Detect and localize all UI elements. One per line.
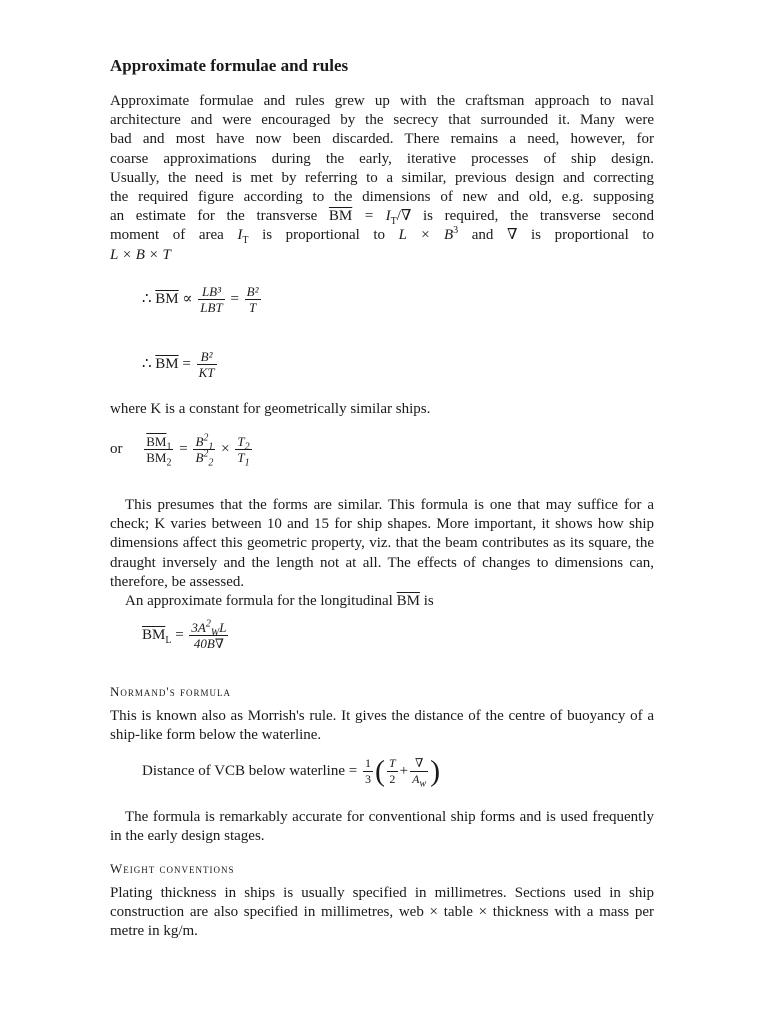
numerator: T [388,756,396,770]
text-line: the required figure according to the dimensions of new and old, e.g. supposing [110,188,654,205]
numerator [144,434,173,453]
fraction [144,434,173,469]
math-symbol: I [237,227,243,244]
math-symbol: 3A [191,620,206,635]
fraction [363,756,373,787]
fraction [245,284,261,315]
text-fragment: an estimate for the transverse [110,208,329,225]
fraction [387,756,398,787]
subscript: 2 [208,457,214,469]
equation-vcb [142,754,441,790]
text-line: L × B × T [110,246,171,263]
subscript: w [419,778,427,790]
bm-symbol: $\overline{BM}$ [146,434,167,449]
text-fragment: = I [352,208,391,225]
denominator [410,771,428,790]
numerator [189,618,228,639]
subscript: 2 [166,457,172,469]
equals-symbol: = [230,290,239,307]
denominator [235,449,251,469]
section-heading: Approximate formulae and rules [110,56,349,75]
superscript: 3 [453,225,459,237]
therefore-symbol: ∴ [142,355,152,372]
text-line: coarse approximations during the early, iterative processes of ship design. [110,150,654,167]
equation-label: Distance of VCB below waterline [142,762,346,779]
text-fragment: is [419,593,434,609]
paragraph-plating: Plating thickness in ships is usually specified in millimetres. Sections used in ship construction are also specified in millimetres, web × table × thickness with a mass per metre in kg/m. [110,885,654,940]
equals-symbol: = [348,762,358,779]
paragraph-longitudinal [110,592,654,611]
bm-symbol: $\overline{BM}$ [328,208,353,225]
proportional-symbol: ∝ [182,290,193,307]
left-paren: ( [374,754,385,788]
fraction [193,432,215,469]
denominator: 3 [364,772,371,786]
denominator: 40B∇ [189,635,228,651]
bm-symbol: $\overline{BM}$ [155,355,179,372]
subscript: 2 [244,441,250,453]
text-fragment: moment of area [110,227,238,244]
intro-paragraph [110,92,654,265]
text-line: architecture and were encouraged by the secrecy that surrounded it. Many were [110,112,654,129]
fraction [235,434,251,469]
subscript: 1 [244,457,250,469]
section-heading-normand: Normand's formula [110,684,231,699]
numerator: $B^2_1$ [195,432,214,453]
subscript: L [165,634,172,646]
section-heading-weight: Weight conventions [110,861,235,876]
equals-symbol: = [175,626,184,643]
numerator [235,434,251,453]
numerator: B² [246,284,259,299]
subscript: W [210,627,220,639]
bm-symbol: $\overline{BM}$ [146,450,167,465]
right-paren: ) [430,754,441,788]
equation-bml [142,620,230,651]
denominator [144,449,173,469]
where-line: where K is a constant for geometrically similar ships. [110,401,431,417]
text-fragment: An approximate formula for the longitudinal [125,593,397,609]
subscript: 1 [208,441,214,453]
denominator: $B^2_2$ [195,448,214,469]
paragraph-accurate: The formula is remarkably accurate for conventional ship forms and is used frequently in the early design stages. [110,809,654,845]
bm-symbol: $\overline{BM}$ [155,290,179,307]
fraction [189,620,228,651]
paragraph-forms-similar: This presumes that the forms are similar. This formula is one that may suffice for a check; K varies between 10 and 15 for ship shapes. More important, it shows how ship dimensions affect this geometric property, viz. that the beam contributes as its square, the draught inversely and the length not at all. The effects of changes to dimensions can, therefore, be assessed. [110,497,654,590]
therefore-symbol: ∴ [142,290,152,307]
math-symbol: L [219,620,227,635]
fraction [410,756,428,790]
text-fragment: /∇ is required, the transverse second [396,208,654,225]
subscript: T [390,216,397,228]
math-symbol: B [195,434,204,449]
superscript: 2 [205,618,211,630]
fraction [197,349,217,380]
denominator: T [245,299,261,315]
text-line [110,207,654,226]
equation-bm-ratio [110,432,254,469]
subscript: T [242,235,249,247]
equation-bm-proportional [142,284,263,315]
times-symbol: × [221,440,230,457]
numerator: 1 [364,756,371,770]
text-fragment: and ∇ is proportional to [458,227,654,244]
text-line [110,226,654,245]
text-line: Usually, the need is met by referring to a similar, previous design and correcting [110,169,654,186]
paragraph-morrish: This is known also as Morrish's rule. It gives the distance of the centre of buoyancy of a ship-like form below the waterline. [110,708,654,744]
equation-bm-constant [142,349,219,380]
numerator: LB³ [201,284,222,299]
equals-symbol: = [179,440,188,457]
bm-symbol: $\overline{BM}$ [396,593,420,609]
denominator: LBT [200,300,223,315]
math-symbol: A [412,772,420,786]
denominator: 2 [387,771,398,787]
math-symbol: T [237,434,245,449]
text-fragment: is proportional to [248,227,399,244]
or-word: or [110,440,123,457]
numerator: ∇ [414,756,424,770]
equals-symbol: = [182,355,191,372]
bm-symbol: $\overline{BM}$ [142,626,166,643]
text-line: bad and most have now been discarded. There remains a need, however, for [110,131,654,148]
math-symbol: B [195,450,204,465]
fraction [198,284,224,315]
text-line: Approximate formulae and rules grew up with the craftsman approach to naval [110,93,654,109]
plus-symbol: + [399,762,409,779]
denominator: KT [198,365,215,380]
math-expression: L × B [398,227,454,244]
math-symbol: T [237,450,245,465]
numerator: B² [200,349,213,364]
subscript: 1 [166,441,172,453]
